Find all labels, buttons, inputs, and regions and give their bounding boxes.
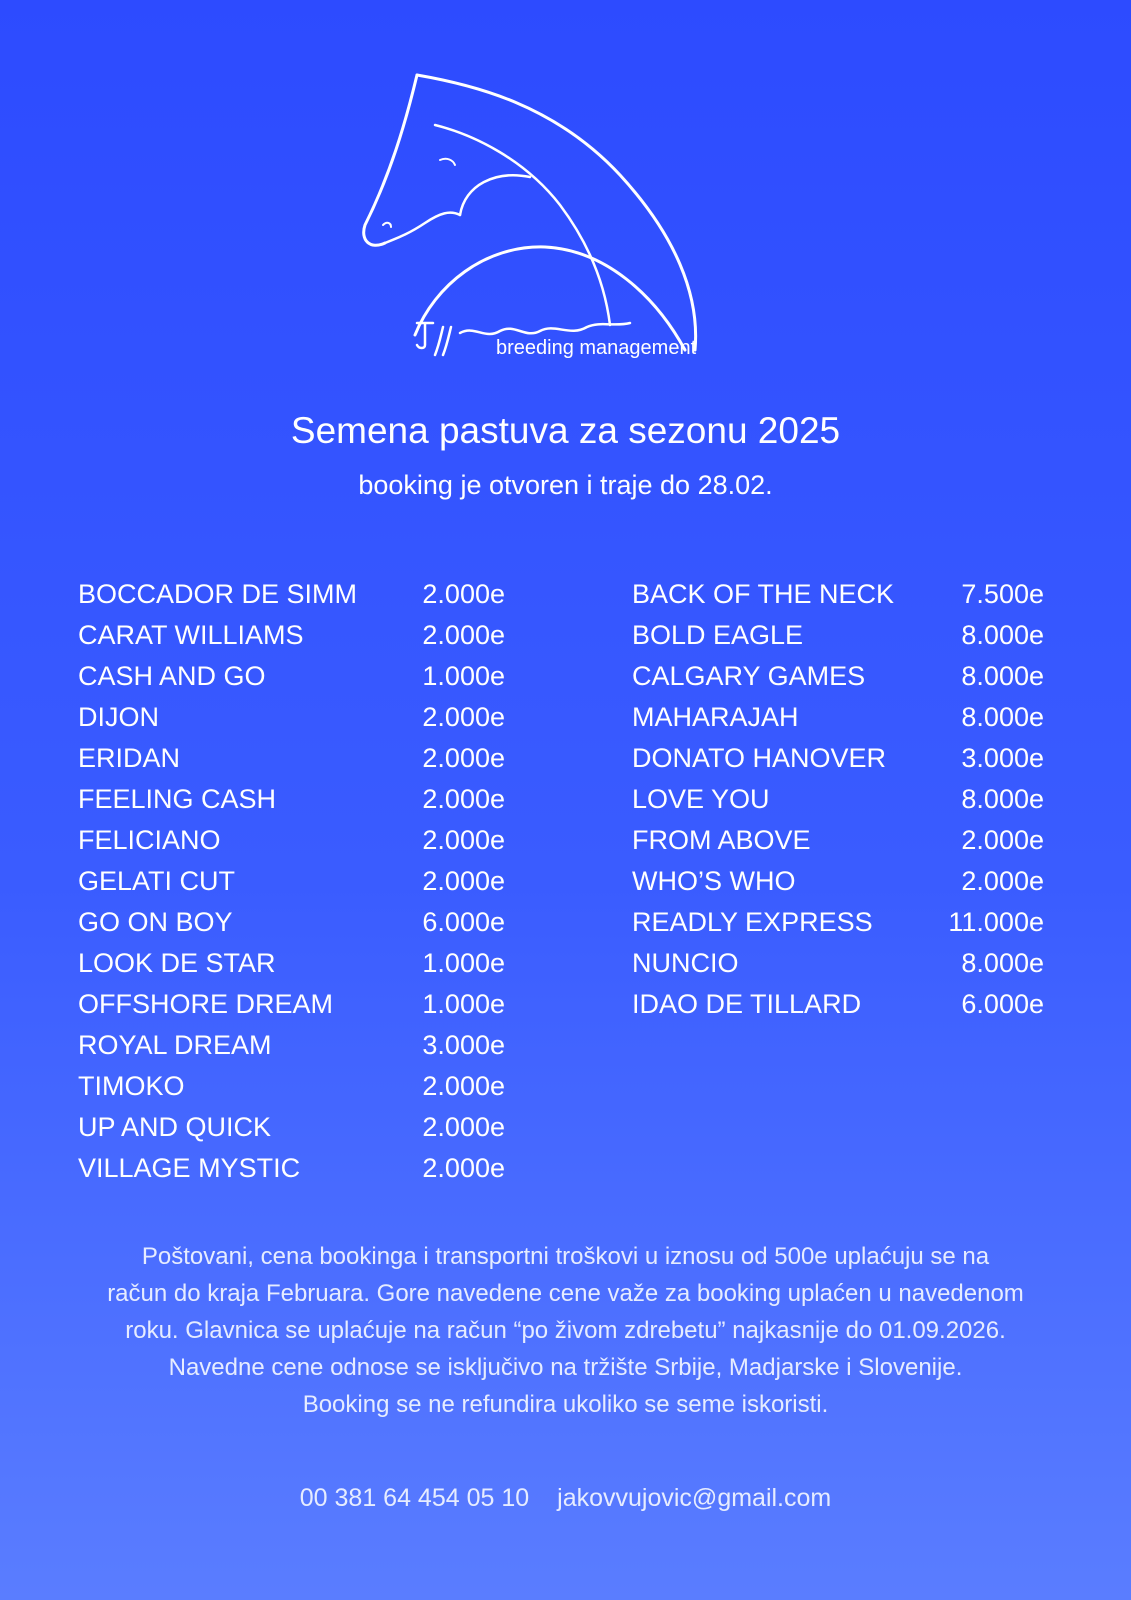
stallion-row [632,615,1044,656]
stallion-price: 2.000e [961,866,1044,896]
notice-line: Poštovani, cena bookinga i transportni troškovi u iznosu od 500e uplaćuju se na [141,1243,990,1270]
stallion-price: 2.000e [422,825,505,855]
stallion-row [78,861,505,902]
stallion-name: DIJON [78,702,159,732]
stallion-row [632,656,1044,697]
stallion-list-right [632,574,1044,1025]
stallion-name: NUNCIO [632,948,739,978]
stallion-row [632,697,1044,738]
stallion-name: GO ON BOY [78,907,233,937]
stallion-price: 2.000e [422,1071,505,1101]
contact-phone: 00 381 64 454 05 10 [299,1484,530,1512]
stallion-price: 8.000e [961,620,1044,650]
stallion-row [78,574,505,615]
stallion-name: BOLD EAGLE [632,620,804,650]
notice-line: Navedne cene odnose se isključivo na tržište Srbije, Madjarske i Slovenije. [168,1354,963,1381]
stallion-price: 1.000e [422,948,505,978]
contact-email: jakovvujovic@gmail.com [557,1484,832,1512]
logo-tagline: breeding management [496,337,697,359]
stallion-row [78,738,505,779]
stallion-price: 3.000e [961,743,1044,773]
stallion-name: IDAO DE TILLARD [632,989,862,1019]
stallion-name: LOVE YOU [632,784,770,814]
stallion-row [78,1107,505,1148]
stallion-name: OFFSHORE DREAM [78,989,334,1019]
stallion-price: 1.000e [422,661,505,691]
stallion-price: 1.000e [422,989,505,1019]
stallion-name: WHO’S WHO [632,866,796,896]
stallion-row [78,984,505,1025]
horse-head-logo [355,65,725,385]
stallion-row [78,656,505,697]
stallion-price: 2.000e [422,702,505,732]
stallion-price: 8.000e [961,661,1044,691]
stallion-price: 2.000e [422,784,505,814]
stallion-price: 2.000e [422,1112,505,1142]
stallion-name: ROYAL DREAM [78,1030,272,1060]
stallion-price: 3.000e [422,1030,505,1060]
stallion-price: 2.000e [422,579,505,609]
stallion-row [78,820,505,861]
stallion-list-left [78,574,505,1189]
stallion-row [632,943,1044,984]
stallion-name: ERIDAN [78,743,181,773]
notice-line: Booking se ne refundira ukoliko se seme iskoristi. [302,1391,829,1418]
stallion-row [632,902,1044,943]
notice-line: roku. Glavnica se uplaćuje na račun “po živom zdrebetu” najkasnije do 01.09.2026. [125,1317,1006,1344]
stallion-price: 7.500e [961,579,1044,609]
stallion-name: FELICIANO [78,825,221,855]
stallion-price: 6.000e [961,989,1044,1019]
stallion-name: GELATI CUT [78,866,236,896]
stallion-row [632,984,1044,1025]
booking-notice [20,1238,1111,1423]
stallion-row [632,861,1044,902]
stallion-price: 8.000e [961,948,1044,978]
stallion-row [632,820,1044,861]
stallion-price: 2.000e [961,825,1044,855]
stallion-name: MAHARAJAH [632,702,799,732]
stallion-name: VILLAGE MYSTIC [78,1153,301,1183]
stallion-name: UP AND QUICK [78,1112,272,1142]
stallion-name: FROM ABOVE [632,825,811,855]
stallion-name: BACK OF THE NECK [632,579,895,609]
stallion-row [78,697,505,738]
stallion-price: 2.000e [422,620,505,650]
stallion-name: BOCCADOR DE SIMM [78,579,358,609]
stallion-name: CARAT WILLIAMS [78,620,304,650]
stallion-row [78,902,505,943]
stallion-row [632,574,1044,615]
stallion-name: TIMOKO [78,1071,185,1101]
stallion-name: FEELING CASH [78,784,277,814]
stallion-row [78,779,505,820]
page-title: Semena pastuva za sezonu 2025 [290,410,841,451]
page-subtitle: booking je otvoren i traje do 28.02. [358,470,773,500]
stallion-row [78,1148,505,1189]
stallion-row [78,1025,505,1066]
stallion-price: 8.000e [961,702,1044,732]
stallion-price: 6.000e [422,907,505,937]
stallion-row [78,1066,505,1107]
stallion-name: CALGARY GAMES [632,661,866,691]
stallion-row [632,738,1044,779]
stallion-name: CASH AND GO [78,661,266,691]
stallion-row [632,779,1044,820]
stallion-price: 2.000e [422,1153,505,1183]
stallion-price: 8.000e [961,784,1044,814]
stallion-price: 2.000e [422,866,505,896]
notice-line: račun do kraja Februara. Gore navedene cene važe za booking uplaćen u navedenom [107,1280,1024,1307]
stallion-price: 2.000e [422,743,505,773]
contact-info [0,1484,1131,1513]
stallion-name: READLY EXPRESS [632,907,873,937]
stallion-name: DONATO HANOVER [632,743,887,773]
stallion-row [78,943,505,984]
stallion-row [78,615,505,656]
stallion-name: LOOK DE STAR [78,948,276,978]
stallion-price: 11.000e [948,907,1044,937]
